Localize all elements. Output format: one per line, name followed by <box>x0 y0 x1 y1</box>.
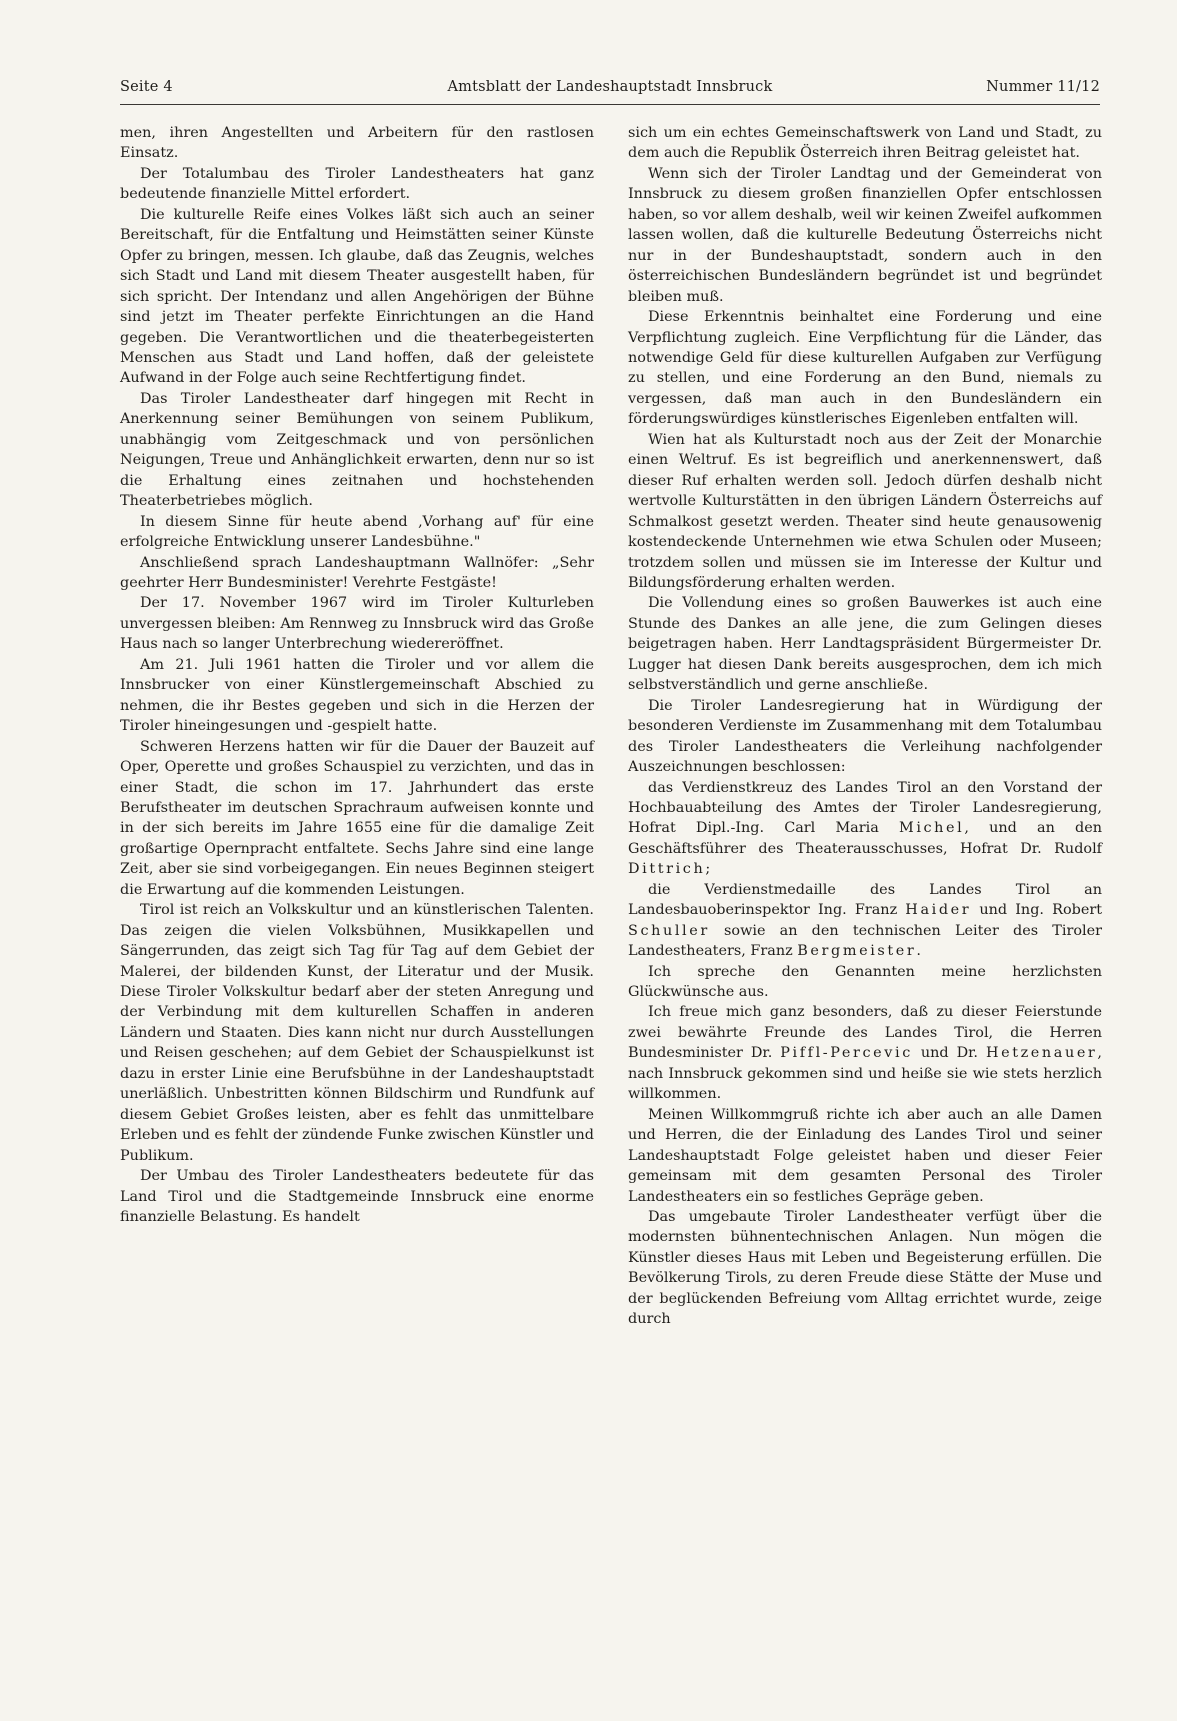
text-run: ; <box>705 861 711 878</box>
paragraph: Wien hat als Kulturstadt noch aus der Zeit der Monarchie einen Weltruf. Es ist begreiflich und anerkennenswert, daß dieser Ruf erhalten werden soll. Jedoch dürfen deshalb nicht wertvolle Kulturstätten in den übrigen Ländern Österreichs auf Schmalkost gesetzt werden. Theater sind heute genausowenig kostendeckende Unternehmen wie etwa Schulen oder Museen; trotzdem sollen und müssen sie im Interesse der Kultur und Bildungsförderung erhalten werden. <box>628 431 1102 591</box>
person-name: Haider <box>905 902 972 919</box>
paragraph <box>628 880 1102 962</box>
page-header <box>120 79 1100 101</box>
paragraph: Die Vollendung eines so großen Bauwerkes ist auch eine Stunde des Dankes an alle jene, die zum Gelingen dieses beigetragen haben. Herr Landtagspräsident Bürgermeister Dr. Lugger hat diesen Dank bereits ausgesprochen, dem ich mich selbstverständlich und gerne anschließe. <box>628 595 1102 694</box>
person-name: Schuller <box>628 922 710 939</box>
paragraph <box>628 1002 1102 1104</box>
paragraph: Tirol ist reich an Volkskultur und an künstlerischen Talenten. Das zeigen die vielen Volksbühnen, Musikkapellen und Sängerrunden, das zeigt sich Tag für Tag auf dem Gebiet der Malerei, der bildenden Kunst, der Literatur und der Musik. Diese Tiroler Volkskultur bedarf aber der steten Anregung und der Verbindung mit dem kulturellen Schaffen in anderen Ländern und Staaten. Dies kann nicht nur durch Ausstellungen und Reisen geschehen; auf dem Gebiet der Schauspielkunst ist dazu in erster Linie eine Berufsbühne in der Landeshauptstadt unerläßlich. Unbestritten können Bildschirm und Rundfunk auf diesem Gebiet Großes leisten, aber es fehlt das unmittelbare Erleben und es fehlt der zündende Funke zwischen Künstler und Publikum. <box>120 902 594 1164</box>
paragraph: Das Tiroler Landestheater darf hingegen mit Recht in Anerkennung seiner Bemühungen von seinem Publikum, unabhängig vom Zeitgeschmack und von persönlichen Neigungen, Treue und Anhänglichkeit erwarten, denn nur so ist die Erhaltung eines zeitnahen und hochstehenden Theaterbetriebes möglich. <box>120 390 594 510</box>
text-run: das Verdienstkreuz des Landes Tirol an den Vorstand der Hochbauabteilung des Amtes der Tiroler Landesregierung, Hofrat Dipl.-Ing. Carl Maria <box>628 779 1102 837</box>
paragraph: Der Totalumbau des Tiroler Landestheaters hat ganz bedeutende finanzielle Mittel erfordert. <box>120 165 594 203</box>
paragraph: men, ihren Angestellten und Arbeitern für den rastlosen Einsatz. <box>120 125 594 162</box>
paragraph: Die kulturelle Reife eines Volkes läßt sich auch an seiner Bereitschaft, für die Entfaltung und Heimstätten seiner Künste Opfer zu bringen, messen. Ich glaube, daß das Zeugnis, welches sich Stadt und Land mit diesem Theater ausgestellt haben, für sich spricht. Der Intendanz und allen Angehörigen der Bühne sind jetzt im Theater perfekte Einrichtungen an die Hand gegeben. Die Verantwortlichen und die theaterbegeisterten Menschen aus Stadt und Land hoffen, daß der geleistete Aufwand in der Folge auch seine Rechtfertigung findet. <box>120 206 594 387</box>
paragraph: Meinen Willkommgruß richte ich aber auch an alle Damen und Herren, die der Einladung des Landes Tirol und seiner Landeshauptstadt Folge geleistet haben und dieser Feier gemeinsam mit dem gesamten Personal des Tiroler Landestheaters ein so festliches Gepräge geben. <box>628 1106 1102 1205</box>
person-name: Piffl-Percevic <box>780 1045 913 1062</box>
right-column <box>628 123 1102 1330</box>
paragraph: Das umgebaute Tiroler Landestheater verfügt über die modernsten bühnentechnischen Anlagen. Nun mögen die Künstler dieses Haus mit Leben und Begeisterung erfüllen. Die Bevölkerung Tirols, zu deren Freude diese Stätte der Muse und der beglückenden Befreiung vom Alltag errichtet wurde, zeige durch <box>628 1209 1102 1328</box>
text-run: , nach Innsbruck gekommen sind und heiße sie wie stets herzlich willkommen. <box>628 1045 1102 1103</box>
paragraph: sich um ein echtes Gemeinschaftswerk von Land und Stadt, zu dem auch die Republik Österreich ihren Beitrag geleistet hat. <box>628 125 1102 162</box>
text-run: , und an den Geschäftsführer des Theaterausschusses, Hofrat Dr. Rudolf <box>628 820 1102 857</box>
text-run: und Dr. <box>912 1045 986 1062</box>
paragraph: In diesem Sinne für heute abend ‚Vorhang auf' für eine erfolgreiche Entwicklung unserer Landesbühne." <box>120 513 594 551</box>
paragraph <box>628 778 1102 880</box>
paragraph: Diese Erkenntnis beinhaltet eine Forderung und eine Verpflichtung zugleich. Eine Verpflichtung für die Länder, das notwendige Geld für diese kulturellen Aufgaben zur Verfügung zu stellen, und eine Forderung an den Bund, niemals zu vergessen, daß man auch in den Bundesländern ein förderungswürdiges künstlerisches Eigenleben entfalten will. <box>628 309 1102 428</box>
left-column <box>120 123 594 1227</box>
person-name: Hetzenauer <box>985 1045 1098 1062</box>
publication-title: Amtsblatt der Landeshauptstadt Innsbruck <box>447 79 773 95</box>
person-name: Michel <box>898 820 965 837</box>
person-name: Dittrich <box>628 861 706 878</box>
page-number: Seite 4 <box>120 79 173 95</box>
person-name: Bergmeister <box>797 943 917 960</box>
text-run: . <box>916 943 921 960</box>
paragraph: Die Tiroler Landesregierung hat in Würdigung der besonderen Verdienste im Zusammenhang mit dem Totalumbau des Tiroler Landestheaters die Verleihung nachfolgender Auszeichnungen beschlossen: <box>628 697 1102 776</box>
paragraph: Der 17. November 1967 wird im Tiroler Kulturleben unvergessen bleiben: Am Rennweg zu Innsbruck wird das Große Haus nach so langer Unterbrechung wiedereröffnet. <box>120 595 594 653</box>
header-rule <box>120 104 1100 105</box>
paragraph: Anschließend sprach Landeshauptmann Wallnöfer: „Sehr geehrter Herr Bundesminister! Verehrte Festgäste! <box>120 554 594 591</box>
paragraph: Wenn sich der Tiroler Landtag und der Gemeinderat von Innsbruck zu diesem großen finanziellen Opfer entschlossen haben, so vor allem deshalb, weil wir keinen Zweifel aufkommen lassen wollen, daß die kulturelle Bedeutung Österreichs nicht nur in der Bundeshauptstadt, sondern auch in den österreichischen Bundesländern begründet ist und begründet bleiben muß. <box>628 165 1102 305</box>
issue-number: Nummer 11/12 <box>986 79 1100 95</box>
text-run: und Ing. Robert <box>971 902 1102 919</box>
paragraph: Am 21. Juli 1961 hatten die Tiroler und vor allem die Innsbrucker von einer Künstlergemeinschaft Abschied zu nehmen, die ihr Bestes gegeben und sich in die Herzen der Tiroler hineingesungen und -gespielt hatte. <box>120 656 594 735</box>
paragraph: Ich spreche den Genannten meine herzlichsten Glückwünsche aus. <box>628 963 1102 1001</box>
text-run: die Verdienstmedaille des Landes Tirol an Landesbauoberinspektor Ing. Franz <box>628 881 1102 919</box>
text-run: sowie an den technischen Leiter des Tiroler Landestheaters, Franz <box>628 922 1102 960</box>
paragraph: Schweren Herzens hatten wir für die Dauer der Bauzeit auf Oper, Operette und großes Schauspiel zu verzichten, und das in einer Stadt, die schon im 17. Jahrhundert das erste Berufstheater im deutschen Sprachraum aufweisen konnte und in der sich bereits im Jahre 1655 eine für die damalige Zeit großartige Opernpracht entfaltete. Sechs Jahre sind eine lange Zeit, aber sie sind vorbeigegangen. Ein neues Beginnen steigert die Erwartung auf die kommenden Leistungen. <box>120 738 594 898</box>
paragraph: Der Umbau des Tiroler Landestheaters bedeutete für das Land Tirol und die Stadtgemeinde Innsbruck eine enorme finanzielle Belastung. Es handelt <box>120 1168 594 1226</box>
text-run: Ich freue mich ganz besonders, daß zu dieser Feierstunde zwei bewährte Freunde des Landes Tirol, die Herren Bundesminister Dr. <box>628 1004 1102 1062</box>
